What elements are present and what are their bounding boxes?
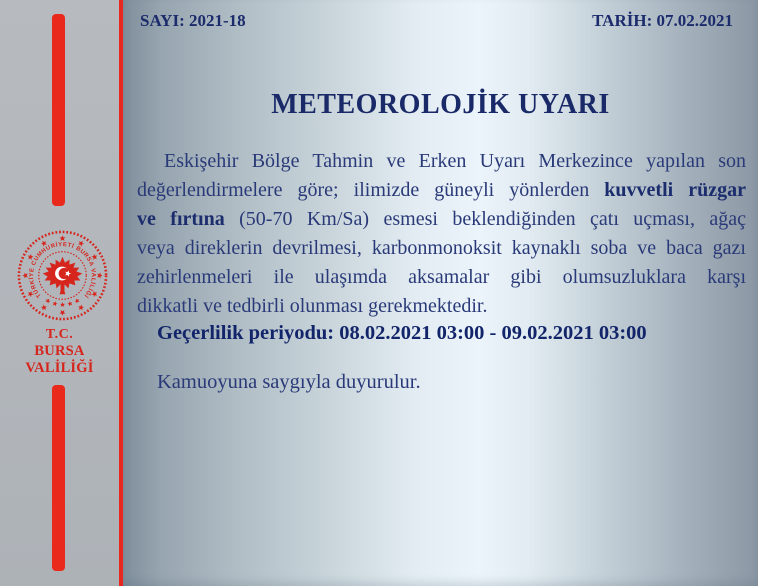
tc-label: T.C. xyxy=(45,327,74,342)
red-accent-bar-bottom xyxy=(52,385,65,571)
paragraph-line: veya direklerin devrilmesi, karbonmonoksit kaynaklı soba ve baca gazı xyxy=(137,237,746,259)
main-panel xyxy=(123,0,758,586)
document-date: TARİH: 07.02.2021 xyxy=(592,11,733,30)
sidebar xyxy=(0,0,119,586)
governorship-seal xyxy=(13,226,112,325)
governorship-name: BURSA VALİLİĞİ xyxy=(25,343,94,376)
paragraph-line: değerlendirmelere göre; ilimizde güneyli yönlerden kuvvetli rüzgar xyxy=(137,179,746,201)
page-title: METEOROLOJİK UYARI xyxy=(271,89,610,120)
seal-leaf-crescent xyxy=(43,257,83,295)
paragraph-line: dikkatli ve tedbirli olunması gerekmektedir. xyxy=(137,295,488,317)
validity-period: Geçerlilik periyodu: 08.02.2021 03:00 - 09.02.2021 03:00 xyxy=(157,322,647,344)
paragraph-line: zehirlenmeleri ile ulaşımda aksamalar gibi olumsuzluklara karşı xyxy=(137,266,746,288)
red-accent-bar-top xyxy=(52,14,65,206)
paragraph-line: Eskişehir Bölge Tahmin ve Erken Uyarı Merkezince yapılan son xyxy=(164,150,746,172)
document-number: SAYI: 2021-18 xyxy=(140,11,246,30)
warning-paragraph xyxy=(137,147,746,321)
document-header xyxy=(140,11,733,31)
closing-line: Kamuoyuna saygıyla duyurulur. xyxy=(157,371,421,393)
paragraph-line: ve fırtına (50-70 Km/Sa) esmesi beklendiğinden çatı uçması, ağaç xyxy=(137,208,746,230)
seal-ring-text: TÜRKİYE CUMHURİYETİ BURSA VALİLİĞİ xyxy=(29,242,96,299)
